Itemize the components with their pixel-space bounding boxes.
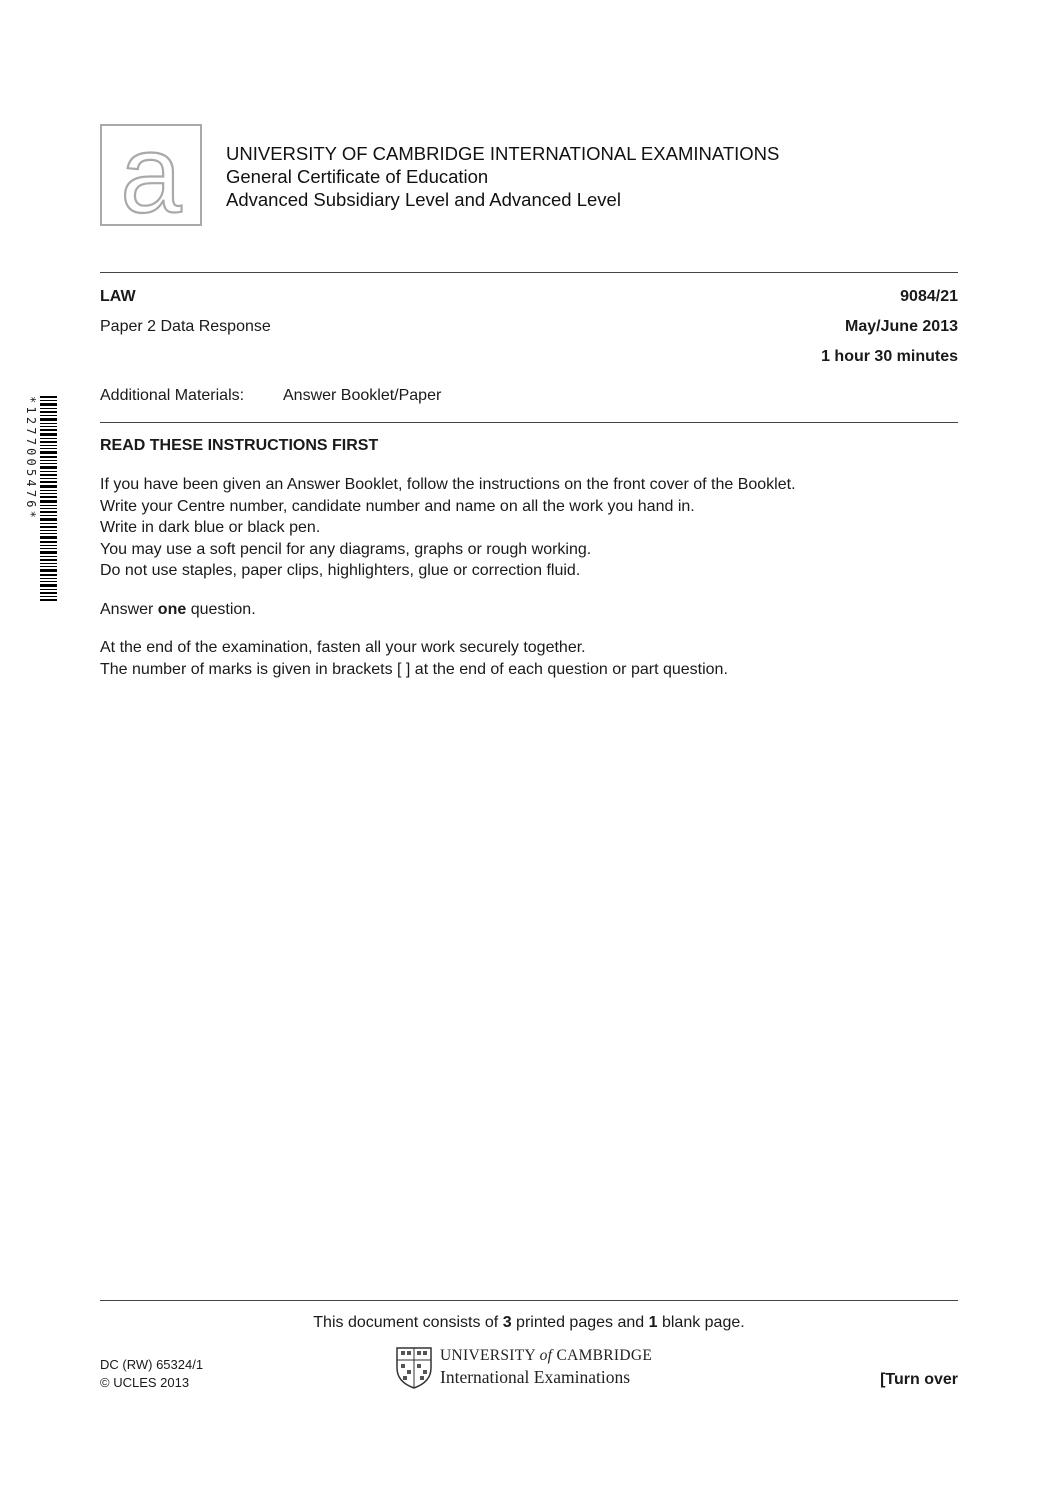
certificate-name: General Certificate of Education (226, 166, 489, 187)
answer-pre: Answer (100, 601, 158, 618)
exam-duration: 1 hour 30 minutes (821, 348, 958, 365)
instruction-line: The number of marks is given in brackets [ ] at the end of each question or part question. (100, 660, 728, 678)
answer-count: one (157, 601, 187, 618)
instruction-line: Write your Centre number, candidate number and name on all the work you hand in. (100, 497, 695, 515)
letter-a-logo-icon (102, 126, 200, 224)
footer-logo-subtitle: International Examinations (440, 1367, 631, 1387)
document-code: DC (RW) 65324/1 (100, 1357, 204, 1372)
barcode-number: *1277005476* (24, 396, 38, 522)
materials-label: Additional Materials: (100, 387, 245, 404)
subject-title: LAW (100, 288, 136, 305)
turn-over-label: [Turn over (880, 1371, 958, 1388)
institution-name: UNIVERSITY OF CAMBRIDGE INTERNATIONAL EXAMINATIONS (226, 143, 780, 164)
footer-logo-title: UNIVERSITY of CAMBRIDGE (440, 1347, 653, 1364)
instructions-heading: READ THESE INSTRUCTIONS FIRST (100, 437, 379, 454)
instruction-line: If you have been given an Answer Booklet, follow the instructions on the front cover of the Booklet. (100, 476, 796, 493)
instruction-line: You may use a soft pencil for any diagrams, graphs or rough working. (100, 540, 592, 558)
answer-post: question. (186, 601, 256, 618)
instruction-line: Write in dark blue or black pen. (100, 519, 321, 536)
qualification-level: Advanced Subsidiary Level and Advanced Level (226, 189, 621, 210)
paper-name: Paper 2 Data Response (100, 318, 271, 335)
copyright-notice: © UCLES 2013 (100, 1375, 190, 1390)
cambridge-crest-icon (395, 1346, 433, 1390)
paper-code: 9084/21 (900, 288, 958, 305)
instruction-line: Do not use staples, paper clips, highlighters, glue or correction fluid. (100, 562, 581, 579)
footer-divider (100, 1300, 958, 1301)
barcode-icon (40, 396, 57, 603)
instructions-block-3 (100, 637, 960, 680)
instructions-divider (100, 422, 958, 423)
header-divider (100, 272, 958, 273)
instruction-line: At the end of the examination, fasten all your work securely together. (100, 639, 586, 656)
page-count-note: This document consists of 3 printed pages and 1 blank page. (313, 1314, 745, 1331)
materials-value: Answer Booklet/Paper (283, 387, 442, 404)
svg-text:a: a (120, 126, 182, 224)
exam-session: May/June 2013 (845, 318, 958, 335)
answer-instruction (100, 599, 256, 621)
cie-logo-mark (100, 124, 202, 226)
instructions-block-1 (100, 474, 960, 582)
